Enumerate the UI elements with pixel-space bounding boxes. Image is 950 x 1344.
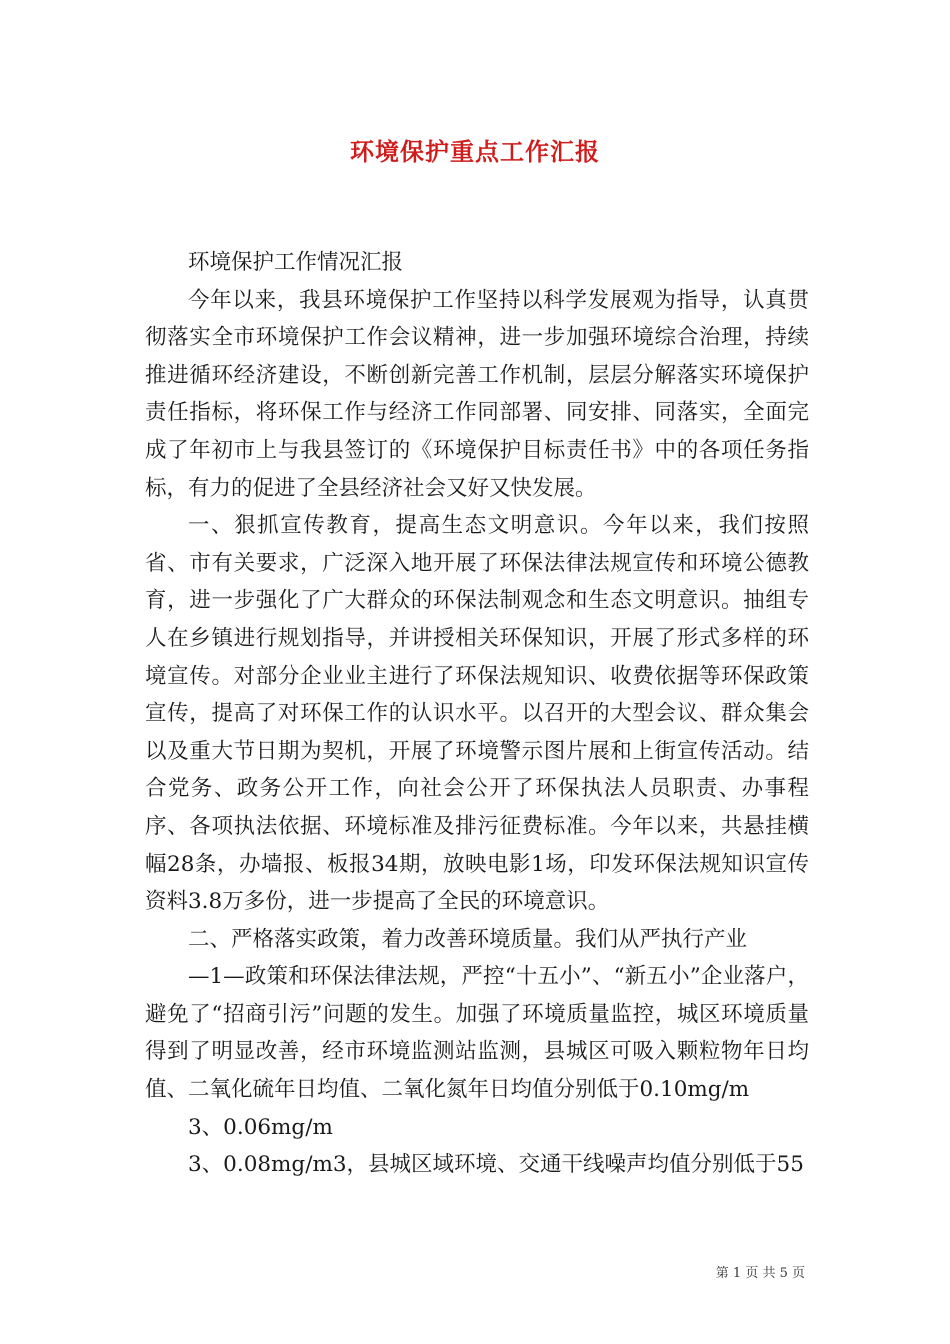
paragraph-section-two-body: —1—政策和环保法律法规，严控“十五小”、“新五小”企业落户，避免了“招商引污”问题的发生。加强了环境质量监控，城区环境质量得到了明显改善，经市环境监测站监测，县城区可吸入颗粒物年日均值、二氧化硫年日均值、二氧化氮年日均值分别低于0.10mg/m [145,964,809,1103]
paragraph-section-one: 一、狠抓宣传教育，提高生态文明意识。今年以来，我们按照省、市有关要求，广泛深入地开展了环保法律法规宣传和环境公德教育，进一步强化了广大群众的环保法制观念和生态文明意识。抽组专人在乡镇进行规划指导，并讲授相关环保知识，开展了形式多样的环境宣传。对部分企业业主进行了环保法规知识、收费依据等环保政策宣传，提高了对环保工作的认识水平。以召开的大型会议、群众集会以及重大节日期为契机，开展了环境警示图片展和上街宣传活动。结合党务、政务公开工作，向社会公开了环保执法人员职责、办事程序、各项执法依据、环境标准及排污征费标准。今年以来，共悬挂横幅28条，办墙报、板报34期，放映电影1场，印发环保法规知识宣传资料3.8万多份，进一步提高了全民的环境意识。 [145,513,809,915]
document-title: 环境保护重点工作汇报 [350,137,600,166]
paragraph-intro: 今年以来，我县环境保护工作坚持以科学发展观为指导，认真贯彻落实全市环境保护工作会议精神，进一步加强环境综合治理，持续推进循环经济建设，不断创新完善工作机制，层层分解落实环境保护责任指标，将环保工作与经济工作同部署、同安排、同落实，全面完成了年初市上与我县签订的《环境保护目标责任书》中的各项任务指标，有力的促进了全县经济社会又好又快发展。 [145,287,809,501]
document-body [145,244,809,1184]
paragraph-value-line-2: 3、0.08mg/m3，县城区域环境、交通干线噪声均值分别低于55 [188,1152,804,1178]
paragraph-subtitle: 环境保护工作情况汇报 [188,250,404,275]
paragraph-section-two-heading: 二、严格落实政策，着力改善环境质量。我们从严执行产业 [188,926,748,952]
page-number: 第 1 页 共 5 页 [715,1266,805,1281]
paragraph-value-line-1: 3、0.06mg/m [188,1114,333,1140]
